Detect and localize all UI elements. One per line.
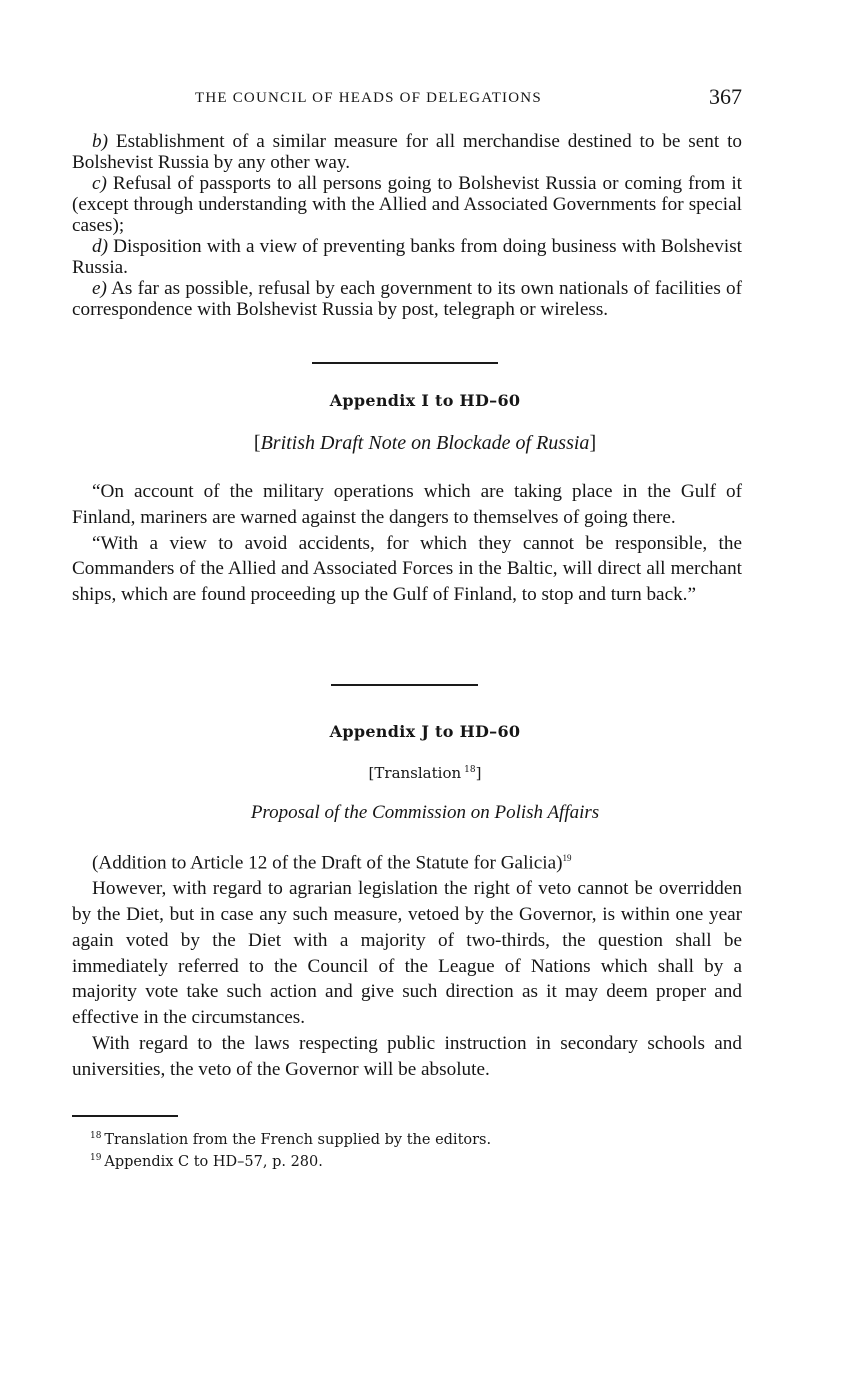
body-paragraph: “With a view to avoid accidents, for which they cannot be responsible, the Commanders of the Allied and Associated Forces in the Baltic, will direct all merchant ships, which are found proceeding up the Gulf of Finland, to stop and turn back.” xyxy=(72,532,742,606)
footnotes xyxy=(90,1127,730,1171)
section-divider xyxy=(331,684,478,686)
page-header xyxy=(72,84,742,114)
running-head: THE COUNCIL OF HEADS OF DELEGATIONS xyxy=(195,90,542,106)
page-number: 367 xyxy=(709,84,742,109)
body-paragraph: With regard to the laws respecting public instruction in secondary schools and universities, the veto of the Governor will be absolute. xyxy=(72,1032,742,1080)
footnote: $^{18}$ Translation from the French supplied by the editors. xyxy=(90,1131,492,1148)
footnote: $^{19}$ Appendix C to HD–57, p. 280. xyxy=(90,1152,323,1170)
appendix-j-title: Proposal of the Commission on Polish Affairs xyxy=(250,802,600,823)
appendix-i-heading: Appendix I to HD–60 xyxy=(329,391,521,410)
measure-item: b) Establishment of a similar measure for all merchandise destined to be sent to Bolshevist Russia by any other way. xyxy=(72,131,742,173)
appendix-j-heading: Appendix J to HD–60 xyxy=(329,722,521,741)
appendix-j-body xyxy=(72,846,742,1083)
body-paragraph: “On account of the military operations which are taking place in the Gulf of Finland, mariners are warned against the dangers to themselves of going there. xyxy=(72,481,742,528)
measure-item: d) Disposition with a view of preventing banks from doing business with Bolshevist Russia. xyxy=(72,236,742,278)
measures-list xyxy=(72,131,742,320)
translation-note: [Translation $^{18}$] xyxy=(368,764,482,782)
body-paragraph: However, with regard to agrarian legislation the right of veto cannot be overridden by the Diet, but in case any such measure, vetoed by the Governor, is within one year again voted by the Diet with a majority of two-thirds, the question shall be immediately referred to the Council of the League of Nations which shall by a majority vote take such action and give such direction as it may deem proper and effective in the circumstances. xyxy=(72,878,742,1029)
addition-line: (Addition to Article 12 of the Draft of the Statute for Galicia)$^{19}$ xyxy=(92,852,572,874)
measure-item: e) As far as possible, refusal by each government to its own nationals of facilities of correspondence with Bolshevist Russia by post, telegraph or wireless. xyxy=(72,278,742,320)
footnote-ref: 18 xyxy=(464,765,476,775)
footnote-divider xyxy=(72,1115,178,1117)
appendix-i-body xyxy=(72,479,742,608)
measure-item: c) Refusal of passports to all persons going to Bolshevist Russia or coming from it (except through understanding with the Allied and Associated Governments for special cases); xyxy=(72,173,743,236)
appendix-i-title: [British Draft Note on Blockade of Russia] xyxy=(253,432,597,454)
footnote-ref: 19 xyxy=(562,853,572,863)
section-divider xyxy=(312,362,498,364)
